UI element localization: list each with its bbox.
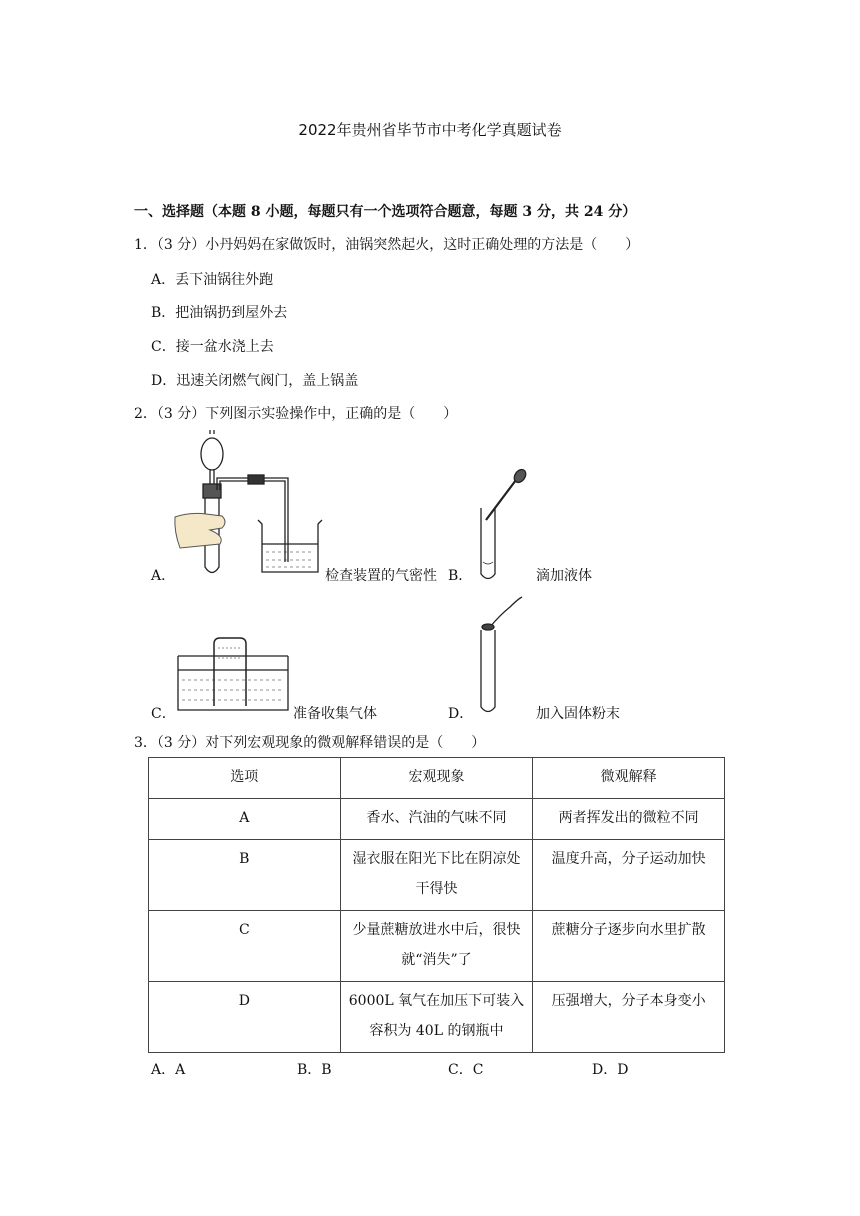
- powder-addition-figure: [470, 595, 530, 717]
- q2-option-d-caption: 加入固体粉末: [536, 706, 620, 722]
- table-cell: 少量蔗糖放进水中后，很快就“消失”了: [340, 911, 533, 982]
- q2-option-a-caption: 检查装置的气密性: [325, 568, 437, 584]
- gas-collection-figure: [176, 636, 294, 716]
- q1-option-b: B．把油锅扔到屋外去: [151, 305, 288, 321]
- table-cell: 温度升高，分子运动加快: [533, 840, 725, 911]
- q2-option-d-letter: D．: [448, 706, 474, 722]
- question-3-stem: 3．（3 分）对下列宏观现象的微观解释错误的是（ ）: [134, 735, 486, 751]
- q3-answer-b: B．B: [297, 1062, 332, 1078]
- table-cell: D: [149, 982, 341, 1053]
- table-cell: 压强增大，分子本身变小: [533, 982, 725, 1053]
- table-cell: A: [149, 799, 341, 840]
- table-cell: 两者挥发出的微粒不同: [533, 799, 725, 840]
- q3-answer-d: D．D: [592, 1062, 629, 1078]
- table-header: 选项: [149, 758, 341, 799]
- q2-option-b-letter: B．: [448, 568, 473, 584]
- table-cell: 湿衣服在阳光下比在阴凉处干得快: [340, 840, 533, 911]
- question-1-stem: 1．（3 分）小丹妈妈在家做饭时，油锅突然起火，这时正确处理的方法是（ ）: [134, 237, 640, 253]
- table-header: 微观解释: [533, 758, 725, 799]
- section-heading: 一、选择题（本题 8 小题，每题只有一个选项符合题意，每题 3 分，共 24 分）: [134, 204, 637, 220]
- q2-option-a-letter: A．: [151, 568, 176, 584]
- table-row: [149, 982, 725, 1053]
- table-cell: B: [149, 840, 341, 911]
- explanation-table: [148, 757, 725, 1053]
- q1-option-a: A．丢下油锅往外跑: [151, 272, 274, 288]
- q2-option-c-letter: C．: [151, 706, 176, 722]
- table-header-row: [149, 758, 725, 799]
- dropper-figure: [470, 470, 530, 580]
- table-row: [149, 840, 725, 911]
- airtightness-check-figure: [170, 432, 330, 582]
- q3-answer-c: C．C: [448, 1062, 484, 1078]
- table-cell: 香水、汽油的气味不同: [340, 799, 533, 840]
- q1-option-c: C．接一盆水浇上去: [151, 339, 274, 355]
- table-header: 宏观现象: [340, 758, 533, 799]
- q1-option-d: D．迅速关闭燃气阀门，盖上锅盖: [151, 373, 359, 389]
- page-title: 2022年贵州省毕节市中考化学真题试卷: [298, 121, 562, 139]
- table-cell: 6000L 氧气在加压下可装入容积为 40L 的钢瓶中: [340, 982, 533, 1053]
- table-cell: C: [149, 911, 341, 982]
- question-2-stem: 2．（3 分）下列图示实验操作中，正确的是（ ）: [134, 406, 458, 422]
- table-row: [149, 799, 725, 840]
- table-cell: 蔗糖分子逐步向水里扩散: [533, 911, 725, 982]
- q2-option-b-caption: 滴加液体: [536, 568, 592, 584]
- table-row: [149, 911, 725, 982]
- q3-answer-a: A．A: [151, 1062, 186, 1078]
- q2-option-c-caption: 准备收集气体: [293, 706, 377, 722]
